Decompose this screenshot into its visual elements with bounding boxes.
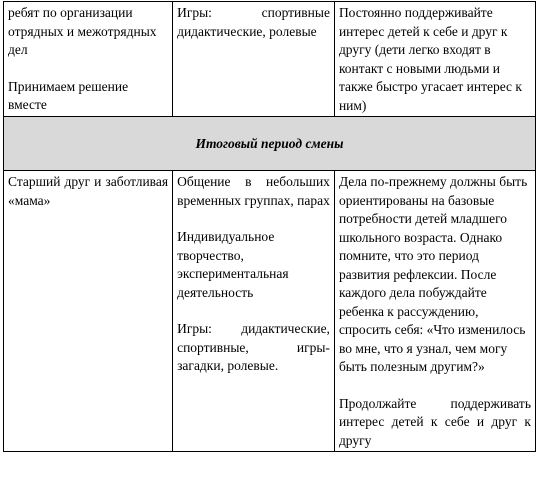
table-cell-forms	[173, 2, 335, 117]
cell-paragraph: Игры: дидактические, спортивные, игры-загадки, ролевые.	[177, 321, 330, 373]
section-header-row	[4, 117, 536, 171]
cell-paragraph: Дела по-прежнему должны быть ориентированы на базовые потребности детей младшего школьного возраста. Однако помните, что это период развития рефлексии. После каждого дела побуждайте ребенка к рассуждению, спросить себя: «Что изменилось во мне, что я узнал, чем могу быть полезным другим?»	[338, 174, 528, 374]
section-header: Итоговый период смены	[4, 117, 536, 171]
table-cell-role	[4, 2, 173, 117]
cell-paragraph: Старший друг и заботливая «мама»	[8, 174, 169, 208]
cell-paragraph: Принимаем решение вместе	[8, 78, 129, 112]
table-cell-recommendations	[334, 171, 535, 452]
table-cell-forms	[173, 171, 335, 452]
activity-table	[3, 1, 536, 452]
table-row	[4, 2, 536, 117]
cell-paragraph: Постоянно поддерживайте интерес детей к себе и друг к другу (дети легко входят в контакт с новыми людьми и также быстро угасает интерес к ним)	[338, 5, 522, 113]
table-cell-role	[4, 171, 173, 452]
cell-paragraph: Продолжайте поддерживать интерес детей к себе и друг к другу	[338, 395, 531, 448]
table-cell-recommendations	[334, 2, 535, 117]
cell-paragraph: Индивидуальное творчество, экспериментальная деятельность	[177, 229, 289, 300]
cell-paragraph: ребят по организации отрядных и межотрядных дел	[8, 5, 157, 57]
table-row	[4, 171, 536, 452]
cell-paragraph: Общение в небольших временных группах, парах	[177, 174, 330, 208]
cell-paragraph: Игры: спортивные дидактические, ролевые	[177, 5, 330, 39]
